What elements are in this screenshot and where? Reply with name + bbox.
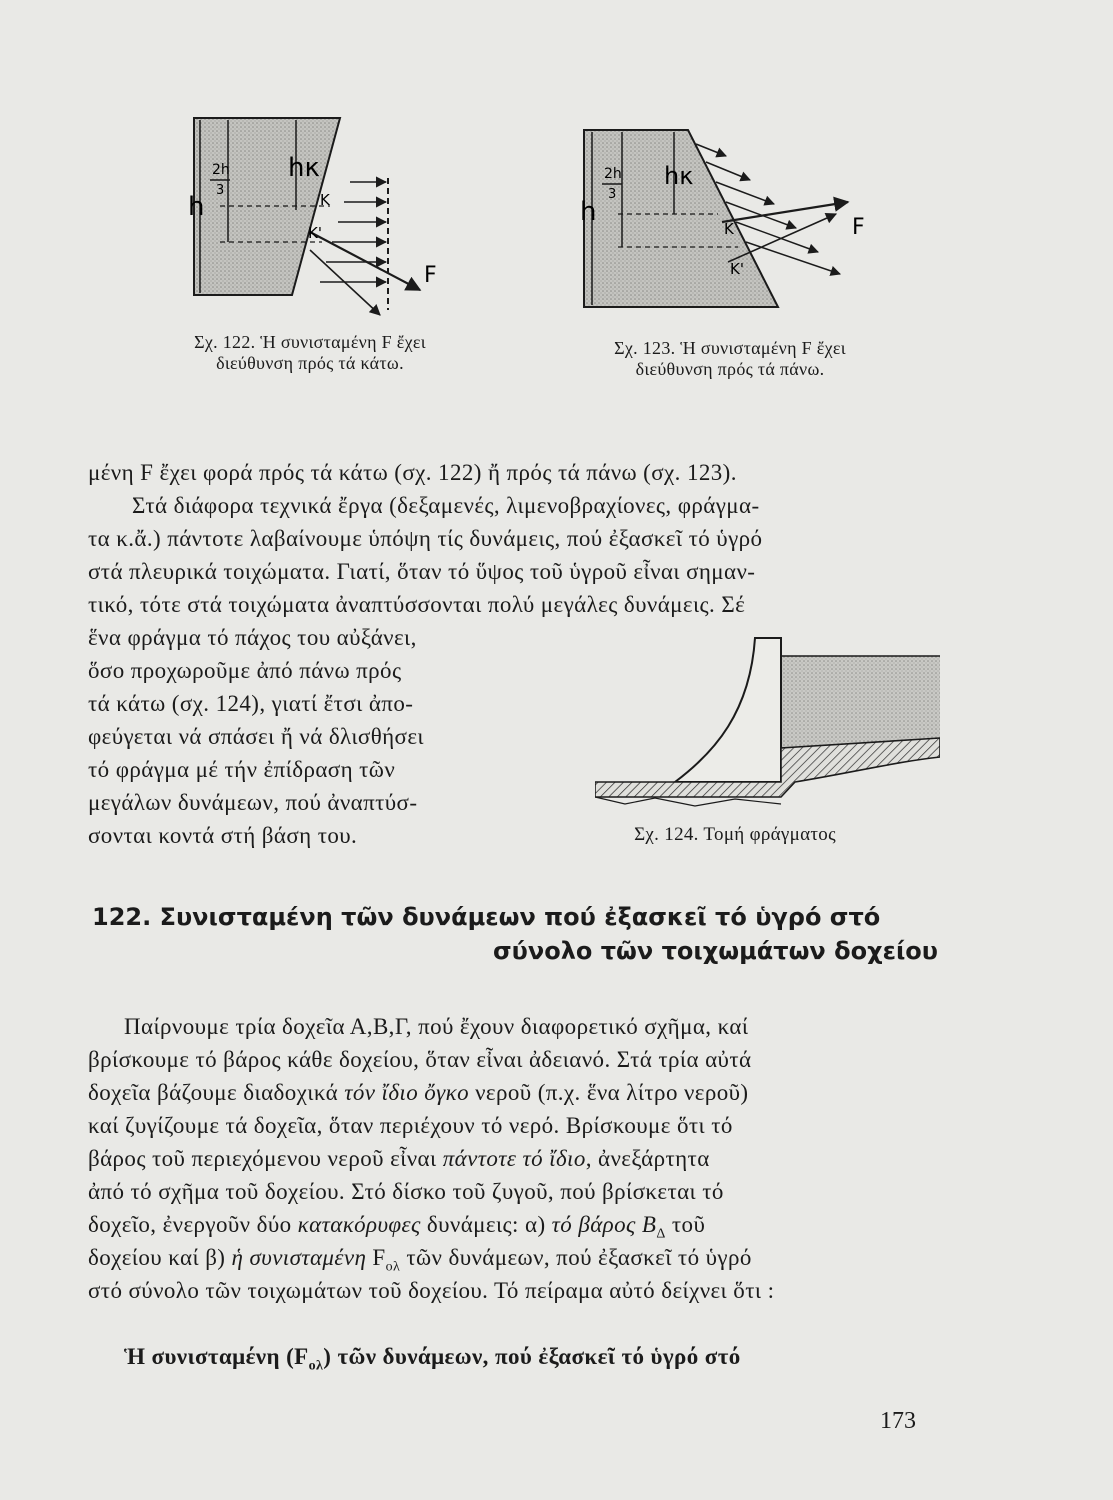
label-hk: hκ <box>288 153 320 183</box>
para-line-10 <box>124 1340 974 1383</box>
label-k: K <box>724 220 734 238</box>
para-line-7-emphasis-2: τό βάρος Β <box>551 1212 657 1237</box>
section-heading-line1 <box>92 900 938 934</box>
para-line-8-emphasis: ἡ συνισταμένη <box>231 1245 367 1270</box>
label-fraction-den: 3 <box>216 183 225 198</box>
label-hk: hκ <box>664 162 694 190</box>
para-line-3-emphasis: τόν ἴδιο ὄγκο <box>344 1080 469 1105</box>
para-line-3 <box>88 1076 938 1109</box>
body-line-4: στά πλευρικά τοιχώματα. Γιατί, ὅταν τό ὕψος τοῦ ὑγροῦ εἶναι σημαν- <box>88 559 756 584</box>
figure-122 <box>180 110 450 325</box>
para-line-3-text-a: δοχεῖα βάζουμε διαδοχικά <box>88 1080 345 1105</box>
para-line-6: ἀπό τό σχῆμα τοῦ δοχείου. Στό δίσκο τοῦ ζυγοῦ, πού βρίσκεται τό <box>88 1179 724 1204</box>
para-line-5-text-a: βάρος τοῦ περιεχόμενου νεροῦ εἶναι <box>88 1146 443 1171</box>
para-line-3-text-b: νεροῦ (π.χ. ἕνα λίτρο νεροῦ) <box>468 1080 749 1105</box>
para-line-9: στό σύνολο τῶν τοιχωμάτων τοῦ δοχείου. Τό πείραμα αὐτό δείχνει ὅτι : <box>88 1278 775 1303</box>
para-line-4: καί ζυγίζουμε τά δοχεῖα, ὅταν περιέχουν τό νερό. Βρίσκουμε ὅτι τό <box>88 1113 733 1138</box>
figure-123-caption-line2: διεύθυνση πρός τά πάνω. <box>635 359 825 379</box>
para-line-1: Παίρνουμε τρία δοχεῖα Α,Β,Γ, πού ἔχουν διαφορετικό σχῆμα, καί <box>124 1014 749 1039</box>
figure-122-caption <box>130 332 490 374</box>
section-heading <box>92 900 938 968</box>
para-line-7-text-a: δοχεῖο, ἐνεργοῦν δύο <box>88 1212 298 1237</box>
figure-122-caption-line2: διεύθυνση πρός τά κάτω. <box>216 353 404 373</box>
label-k-prime: K' <box>308 224 322 242</box>
figure-122-caption-line1: Σχ. 122. Ἡ συνισταμένη F ἔχει <box>194 332 426 352</box>
body-line-8: τά κάτω (σχ. 124), γιατί ἔτσι ἀπο- <box>88 691 414 716</box>
water-body <box>781 656 940 748</box>
para-line-5 <box>88 1142 938 1175</box>
para-line-7-emphasis: κατακόρυφες <box>297 1212 421 1237</box>
label-k: K <box>320 191 330 209</box>
body-line-6: ἕνα φράγμα τό πάχος του αὐξάνει, <box>88 625 417 650</box>
para-line-5-text-b: , ἀνεξάρτητα <box>585 1146 710 1171</box>
para-line-10-text-b: ) τῶν δυνάμεων, πού ἐξασκεῖ τό ὑγρό στό <box>323 1344 741 1369</box>
para-line-8-text-c: τῶν δυνάμεων, πού ἐξασκεῖ τό ὑγρό <box>400 1245 752 1270</box>
body-line-2: Στά διάφορα τεχνικά ἔργα (δεξαμενές, λιμενοβραχίονες, φράγμα- <box>132 493 760 518</box>
label-k-prime: K' <box>730 260 744 278</box>
body-line-3: τα κ.ἄ.) πάντοτε λαβαίνουμε ὑπόψη τίς δυνάμεις, πού ἐξασκεῖ τό ὑγρό <box>88 526 763 551</box>
page-number: 173 <box>880 1408 916 1434</box>
figure-123-caption-line1: Σχ. 123. Ἡ συνισταμένη F ἔχει <box>614 338 846 358</box>
para-line-10-text-a: Ἡ συνισταμένη (F <box>124 1344 309 1369</box>
body-line-5: τικό, τότε στά τοιχώματα ἀναπτύσσονται πολύ μεγάλες δυνάμεις. Σέ <box>88 592 746 617</box>
label-fraction-num: 2h <box>604 166 622 182</box>
body-line-10: τό φράγμα μέ τήν ἐπίδραση τῶν <box>88 757 396 782</box>
label-h: h <box>580 197 597 227</box>
para-line-10-subscript: ολ <box>308 1358 324 1374</box>
label-fraction-den: 3 <box>608 187 617 202</box>
para-line-8-text-b: F <box>366 1245 386 1270</box>
para-line-7-text-c: τοῦ <box>665 1212 706 1237</box>
section-title-line2: σύνολο τῶν τοιχωμάτων δοχείου <box>492 937 938 965</box>
section-number: 122. <box>92 903 152 931</box>
para-line-2: βρίσκουμε τό βάρος κάθε δοχείου, ὅταν εἶναι ἀδειανό. Στά τρία αὐτά <box>88 1047 752 1072</box>
body-line-11: μεγάλων δυνάμεων, πού ἀναπτύσ- <box>88 790 418 815</box>
figure-123 <box>578 122 878 322</box>
figure-123-caption <box>560 338 900 380</box>
para-line-7-subscript: Δ <box>656 1226 666 1242</box>
figure-124 <box>595 632 940 817</box>
section-title-line1: Συνισταμένη τῶν δυνάμεων πού ἐξασκεῖ τό ὑγρό στό <box>159 903 881 931</box>
body-line-9: φεύγεται νά σπάσει ἤ νά δλισθήσει <box>88 724 424 749</box>
label-f: F <box>852 215 865 240</box>
figure-124-caption: Σχ. 124. Τομή φράγματος <box>634 824 836 845</box>
para-line-8-text-a: δοχείου καί β) <box>88 1245 232 1270</box>
body-line-7: ὅσο προχωροῦμε ἀπό πάνω πρός <box>88 658 402 683</box>
label-f: F <box>424 263 437 288</box>
para-line-5-emphasis: πάντοτε τό ἴδιο <box>442 1146 586 1171</box>
label-fraction-num: 2h <box>212 162 230 178</box>
para-line-7-text-b: δυνάμεις: α) <box>420 1212 552 1237</box>
body-line-1: μένη F ἔχει φορά πρός τά κάτω (σχ. 122) ἤ πρός τά πάνω (σχ. 123). <box>88 460 737 485</box>
label-h: h <box>188 192 205 222</box>
body-line-12: σονται κοντά στή βάση του. <box>88 823 358 848</box>
para-line-8-subscript: ολ <box>385 1259 401 1275</box>
dam-body <box>675 638 781 782</box>
